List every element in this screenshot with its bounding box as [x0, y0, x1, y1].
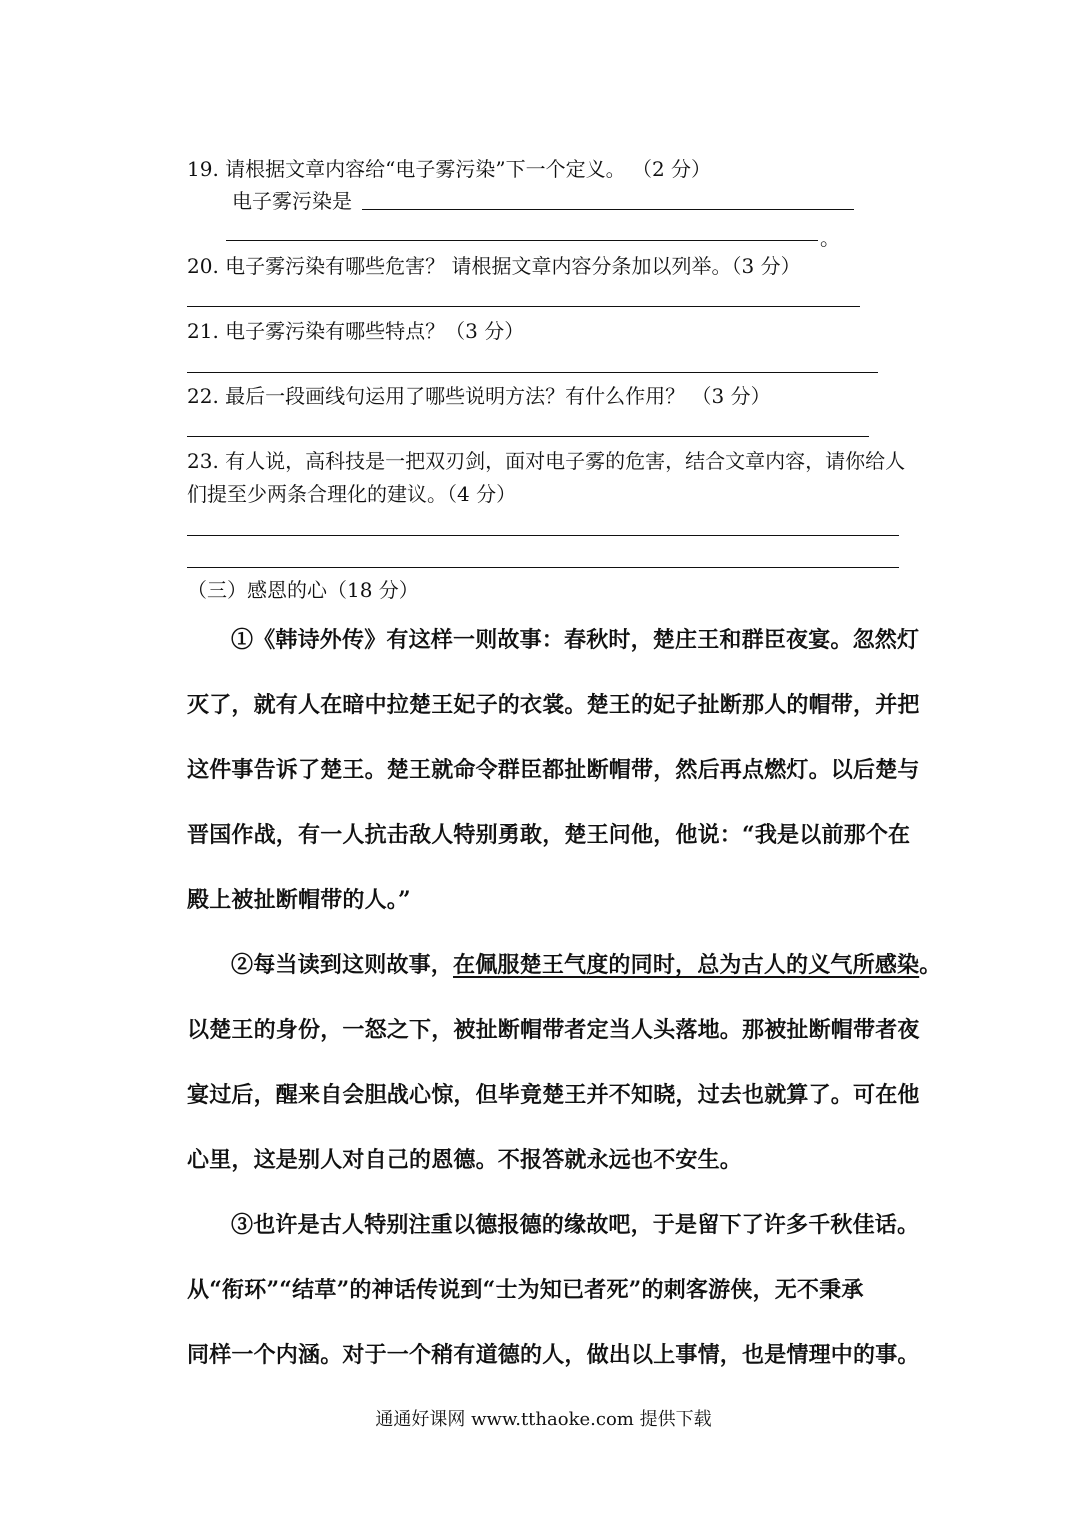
passage-line: ③也许是古人特别注重以德报德的缘故吧，于是留下了许多千秋佳话。 [231, 1212, 920, 1238]
passage-line: 殿上被扯断帽带的人。” [187, 887, 411, 913]
underlined-sentence: 在佩服楚王气度的同时，总为古人的义气所感染 [453, 952, 920, 978]
para-2-start: ②每当读到这则故事， [231, 952, 454, 978]
question-20: 20. 电子雾污染有哪些危害？ 请根据文章内容分条加以列举。（3 分） [187, 254, 801, 278]
answer-line[interactable] [226, 240, 818, 241]
para-2-end: 。 [919, 952, 942, 978]
answer-line[interactable] [187, 567, 899, 568]
passage-line: 晋国作战，有一人抗击敌人特别勇敢，楚王问他，他说：“我是以前那个在 [187, 822, 911, 848]
passage-line: 以楚王的身份，一怒之下，被扯断帽带者定当人头落地。那被扯断帽带者夜 [187, 1017, 920, 1043]
passage-para-2 [187, 950, 946, 980]
answer-line[interactable] [362, 209, 854, 210]
page-footer: 通通好课网 www.tthaoke.com 提供下载 [375, 1409, 712, 1430]
passage-line: 从“衔环”“结草”的神话传说到“士为知已者死”的刺客游侠，无不秉承 [187, 1277, 864, 1303]
question-23-line-1: 23. 有人说，高科技是一把双刃剑，面对电子雾的危害，结合文章内容，请你给人 [187, 449, 906, 473]
answer-line[interactable] [187, 436, 869, 437]
answer-line[interactable] [187, 372, 878, 373]
passage-line: 灭了，就有人在暗中拉楚王妃子的衣裳。楚王的妃子扯断那人的帽带，并把 [187, 692, 920, 718]
question-21: 21. 电子雾污染有哪些特点？（3 分） [187, 319, 525, 343]
section-title: （三）感恩的心（18 分） [187, 578, 419, 602]
definition-label: 电子雾污染是 [232, 189, 352, 213]
definition-end: 。 [820, 226, 840, 250]
passage-line: 这件事告诉了楚王。楚王就命令群臣都扯断帽带，然后再点燃灯。以后楚与 [187, 757, 920, 783]
passage-line: 同样一个内涵。对于一个稍有道德的人，做出以上事情，也是情理中的事。 [187, 1342, 920, 1368]
question-23-line-2: 们提至少两条合理化的建议。（4 分） [187, 482, 517, 506]
passage-line: 心里，这是别人对自己的恩德。不报答就永远也不安生。 [187, 1147, 743, 1173]
answer-line[interactable] [187, 535, 899, 536]
answer-line[interactable] [187, 306, 860, 307]
question-19: 19. 请根据文章内容给“电子雾污染”下一个定义。 （2 分） [187, 157, 712, 181]
passage-line: ①《韩诗外传》有这样一则故事：春秋时，楚庄王和群臣夜宴。忽然灯 [231, 627, 920, 653]
passage-line: 宴过后，醒来自会胆战心惊，但毕竟楚王并不知晓，过去也就算了。可在他 [187, 1082, 920, 1108]
question-22: 22. 最后一段画线句运用了哪些说明方法？有什么作用？ （3 分） [187, 384, 771, 408]
